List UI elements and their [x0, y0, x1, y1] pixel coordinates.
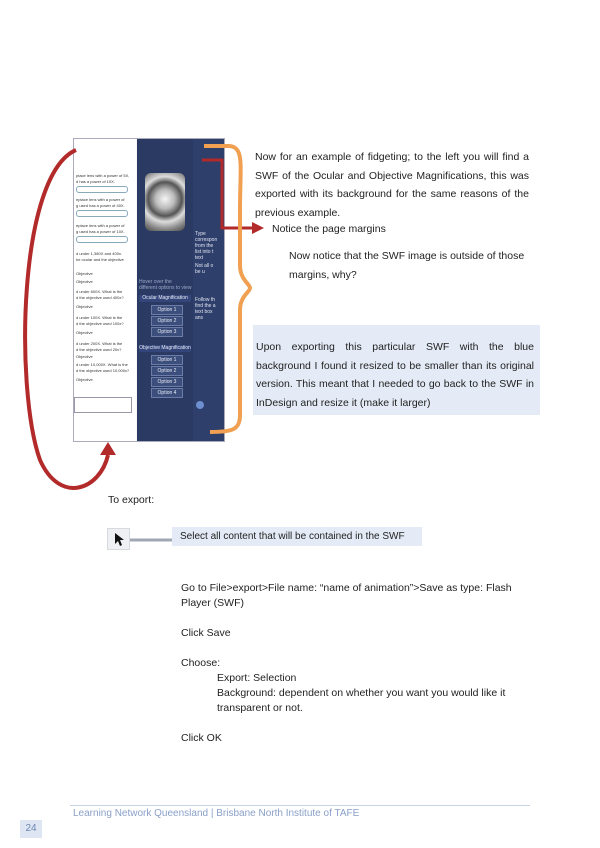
screenshot-line: Objective — [76, 271, 93, 276]
screenshot-line: d the objective used 400x? — [76, 295, 124, 300]
screenshot-line: correspon — [195, 237, 218, 243]
red-loop-arrow — [25, 150, 108, 488]
screenshot-line: d the objective used 10,000x? — [76, 368, 130, 373]
screenshot-line: Objective — [76, 304, 93, 309]
screenshot-line: d the objective used 20x? — [76, 347, 122, 352]
screenshot-line: Objective — [76, 330, 93, 335]
screenshot-line: be u — [195, 269, 205, 275]
objective-option: Option 2 — [151, 366, 183, 376]
ocular-option: Option 3 — [151, 327, 183, 337]
screenshot-line: ptace lens with a power of 5X, — [76, 173, 130, 178]
objective-heading: Objective Magnification — [139, 345, 191, 351]
screenshot-line: text box — [195, 309, 213, 315]
footer-text: Learning Network Queensland | Brisbane North Institute of TAFE — [73, 808, 360, 819]
screenshot-line: text — [195, 255, 204, 261]
step-click-ok: Click OK — [181, 732, 222, 744]
step-background: Background: dependent on whether you want you would like it transparent or not. — [217, 687, 506, 714]
screenshot-line: Objective — [76, 279, 93, 284]
red-margin-arrow — [202, 160, 252, 228]
ocular-heading: Ocular Magnification — [139, 295, 191, 302]
screenshot-line: Type — [195, 231, 206, 237]
cursor-tool-box — [107, 528, 130, 550]
ocular-option: Option 1 — [151, 305, 183, 315]
screenshot-hint: Hover over the — [139, 279, 172, 285]
cursor-arrow-icon — [108, 529, 129, 549]
screenshot-line: ans — [195, 315, 204, 321]
red-margin-arrowhead — [252, 222, 264, 234]
select-all-text: Select all content that will be contained in the SWF — [180, 531, 405, 542]
export-steps — [181, 581, 521, 746]
intro-paragraph: Now for an example of fidgeting; to the left you will find a SWF of the Ocular and Objective Magnifications, this was exported with its background for the same reasons of the previous example. — [255, 151, 529, 219]
screenshot-line: from the — [195, 243, 214, 249]
orange-bracket — [204, 146, 250, 432]
objective-option: Option 1 — [151, 355, 183, 365]
screenshot-line: d under 1,380X and 400x. — [76, 251, 123, 256]
screenshot-line: Follow th — [195, 297, 216, 303]
screenshot-line: eptace lens with a power of — [76, 197, 125, 202]
red-loop-arrowhead — [100, 442, 116, 455]
screenshot-line: g used has a power of 40X. — [76, 203, 125, 208]
screenshot-hint: different options to view — [139, 285, 192, 291]
screenshot-line: d under 200X. What is the — [76, 341, 123, 346]
step-click-save: Click Save — [181, 627, 231, 639]
screenshot-line: d has a power of 10X. — [76, 179, 115, 184]
screenshot-line: d under 600X. What is the — [76, 289, 123, 294]
step-go-to-file: Go to File>export>File name: “name of animation”>Save as type: Flash Player (SWF) — [181, 582, 512, 609]
screenshot-line: Objective — [76, 377, 93, 382]
notice-swf-text: Now notice that the SWF image is outside of those margins, why? — [289, 250, 525, 281]
notice-margins-text: Notice the page margins — [272, 223, 386, 235]
objective-option: Option 4 — [151, 388, 183, 398]
step-export-selection: Export: Selection — [217, 672, 297, 684]
screenshot-line: list into t — [195, 249, 214, 255]
ocular-option: Option 2 — [151, 316, 183, 326]
footer-rule — [70, 805, 530, 806]
screenshot-line: find the a — [195, 303, 216, 309]
screenshot-line: eptace lens with a power of — [76, 223, 125, 228]
screenshot-line: g used has a power of 10X. — [76, 229, 125, 234]
callout-box — [253, 325, 540, 415]
objective-option: Option 3 — [151, 377, 183, 387]
callout-text: Upon exporting this particular SWF with the blue background I found it resized to be smaller than its original version. This meant that I needed to go back to the SWF in InDesign and resize it (make it larger) — [256, 341, 534, 409]
select-all-box — [172, 527, 422, 546]
step-choose: Choose: — [181, 657, 221, 669]
screenshot-line: d under 100X. What is the — [76, 315, 123, 320]
to-export-label: To export: — [108, 494, 155, 506]
screenshot-line: d under 10,000X. What is the — [76, 362, 128, 367]
screenshot-line: Objective — [76, 354, 93, 359]
page-number: 24 — [20, 820, 42, 838]
screenshot-line: he ocular and the objective — [76, 257, 124, 262]
screenshot-line: Not all o — [195, 263, 214, 269]
screenshot-line: d the objective used 100x? — [76, 321, 124, 326]
